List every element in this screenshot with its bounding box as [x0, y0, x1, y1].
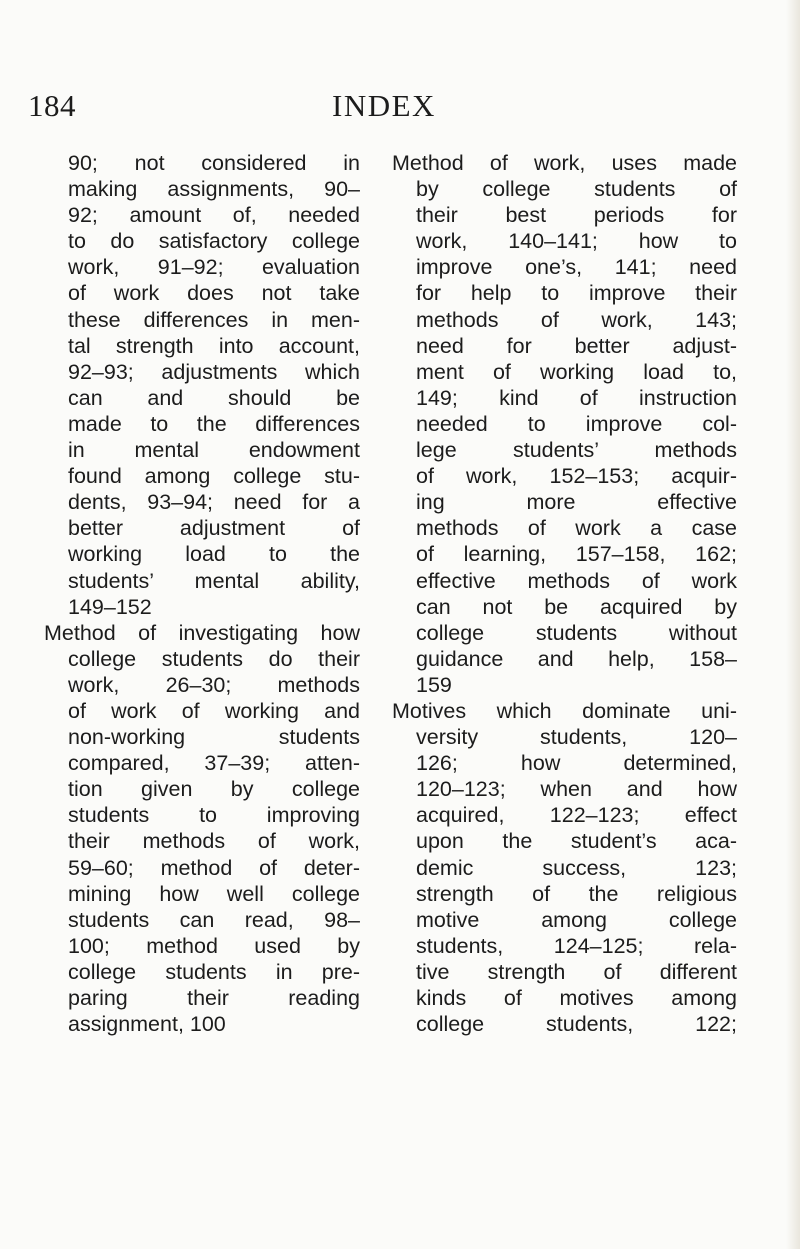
index-line: of work does not take: [68, 281, 360, 306]
index-line: can not be acquired by: [416, 594, 737, 619]
index-line: lege students’ methods: [416, 438, 737, 463]
index-line: paring their reading: [68, 986, 360, 1010]
index-line: for help to improve their: [416, 281, 737, 306]
index-line: upon the student’s aca-: [416, 829, 737, 854]
index-line: 149; kind of instruction: [416, 385, 737, 410]
index-line: college students in pre-: [68, 959, 360, 984]
index-line: needed to improve col-: [416, 411, 737, 436]
index-line: can and should be: [68, 385, 360, 410]
index-line: better adjustment of: [68, 516, 360, 541]
index-line: making assignments, 90–: [68, 177, 360, 202]
index-line: motive among college: [416, 907, 737, 932]
index-line: 90; not considered in: [68, 151, 360, 175]
index-line: effective methods of work: [416, 568, 737, 593]
index-line: kinds of motives among: [416, 986, 737, 1010]
index-line: work, 140–141; how to: [416, 229, 737, 254]
index-line: 120–123; when and how: [416, 777, 737, 802]
index-line: versity students, 120–: [416, 725, 737, 750]
index-entry-head: Method of work, uses made: [392, 151, 737, 175]
index-line: by college students of: [416, 177, 737, 202]
index-line: methods of work, 143;: [416, 307, 737, 332]
index-line: tal strength into account,: [68, 333, 360, 358]
index-line: 59–60; method of deter-: [68, 855, 360, 880]
index-line: college students do their: [68, 646, 360, 671]
index-line: tion given by college: [68, 777, 360, 802]
index-line: non-working students: [68, 725, 360, 750]
page-edge-shadow: [786, 0, 800, 1249]
index-line: these differences in men-: [68, 307, 360, 332]
index-line: compared, 37–39; atten-: [68, 751, 360, 776]
index-line: students can read, 98–: [68, 907, 360, 932]
index-line: dents, 93–94; need for a: [68, 490, 360, 515]
page-header: [0, 88, 800, 128]
index-line: acquired, 122–123; effect: [416, 803, 737, 828]
index-line: 159: [416, 672, 452, 697]
index-line: assignment, 100: [68, 1012, 226, 1037]
index-line: students’ mental ability,: [68, 568, 360, 593]
index-line: students to improving: [68, 803, 360, 828]
index-line: 100; method used by: [68, 933, 360, 958]
index-line: made to the differences: [68, 411, 360, 436]
index-line: tive strength of different: [416, 959, 737, 984]
index-column-left: [44, 150, 360, 1037]
index-line: of work, 152–153; acquir-: [416, 464, 737, 489]
index-line: demic success, 123;: [416, 855, 737, 880]
index-line: college students, 122;: [416, 1012, 737, 1037]
index-line: their best periods for: [416, 203, 737, 228]
index-line: 126; how determined,: [416, 751, 737, 776]
index-line: 149–152: [68, 594, 152, 619]
index-line: working load to the: [68, 542, 360, 567]
index-line: of learning, 157–158, 162;: [416, 542, 737, 567]
index-line: ment of working load to,: [416, 359, 737, 384]
index-line: work, 26–30; methods: [68, 672, 360, 697]
index-line: work, 91–92; evaluation: [68, 255, 360, 280]
index-line: guidance and help, 158–: [416, 646, 737, 671]
index-line: need for better adjust-: [416, 333, 737, 358]
index-line: to do satisfactory college: [68, 229, 360, 254]
index-line: mining how well college: [68, 881, 360, 906]
index-line: of work of working and: [68, 698, 360, 723]
index-line: their methods of work,: [68, 829, 360, 854]
index-entry-head: Motives which dominate uni-: [392, 698, 737, 723]
running-head: INDEX: [332, 88, 436, 123]
index-line: in mental endowment: [68, 438, 360, 463]
index-line: ing more effective: [416, 490, 737, 515]
index-line: college students without: [416, 620, 737, 645]
page-number: 184: [28, 88, 76, 123]
index-column-right: [392, 150, 737, 1037]
index-line: strength of the religious: [416, 881, 737, 906]
index-line: students, 124–125; rela-: [416, 933, 737, 958]
index-line: improve one’s, 141; need: [416, 255, 737, 280]
index-line: found among college stu-: [68, 464, 360, 489]
index-entry-head: Method of investigating how: [44, 620, 360, 645]
index-line: 92; amount of, needed: [68, 203, 360, 228]
index-line: 92–93; adjustments which: [68, 359, 360, 384]
index-line: methods of work a case: [416, 516, 737, 541]
